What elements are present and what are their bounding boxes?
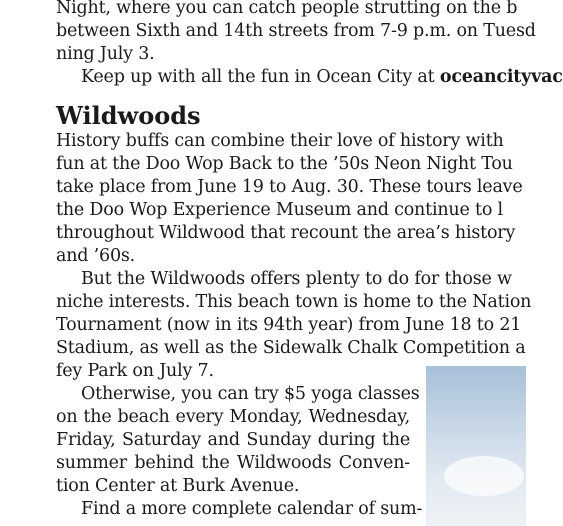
text-line: Stadium, as well as the Sidewalk Chalk Competition a [56, 338, 526, 358]
text-line: between Sixth and 14th streets from 7-9 p.m. on Tuesd [56, 21, 536, 41]
section-heading: Wildwoods [56, 101, 201, 130]
text-line: throughout Wildwood that recount the area’s history [56, 223, 516, 243]
text-line: Friday, Saturday and Sunday during the [56, 430, 410, 450]
text-line: and ’60s. [56, 246, 136, 266]
text-line: take place from June 19 to Aug. 30. These tours leave [56, 177, 523, 197]
text-line: on the beach every Monday, Wednesday, [56, 407, 410, 427]
text-line: Tournament (now in its 94th year) from June 18 to 21 [56, 315, 522, 335]
text-line [81, 66, 563, 89]
text-line: History buffs can combine their love of history with [56, 131, 504, 151]
text-line: fun at the Doo Wop Back to the ’50s Neon Night Tou [56, 154, 513, 174]
text-line: Find a more complete calendar of sum- [81, 499, 423, 519]
text-line: tion Center at Burk Avenue. [56, 476, 300, 496]
text-line: Otherwise, you can try $5 yoga classes [81, 384, 420, 404]
text-line: niche interests. This beach town is home to the Nation [56, 292, 532, 312]
text-line: ning July 3. [56, 44, 155, 64]
text-line: the Doo Wop Experience Museum and continue to l [56, 200, 503, 220]
oceancity-link[interactable]: oceancityvac [439, 67, 563, 87]
sky-photo [426, 366, 526, 526]
text-line: But the Wildwoods offers plenty to do for those w [81, 269, 512, 289]
keepup-text: Keep up with all the fun in Ocean City at [81, 67, 440, 87]
text-line: Night, where you can catch people strutting on the b [56, 0, 518, 18]
cloud-shape [444, 456, 524, 496]
text-line: fey Park on July 7. [56, 361, 214, 381]
text-line: summer behind the Wildwoods Conven- [56, 453, 410, 473]
